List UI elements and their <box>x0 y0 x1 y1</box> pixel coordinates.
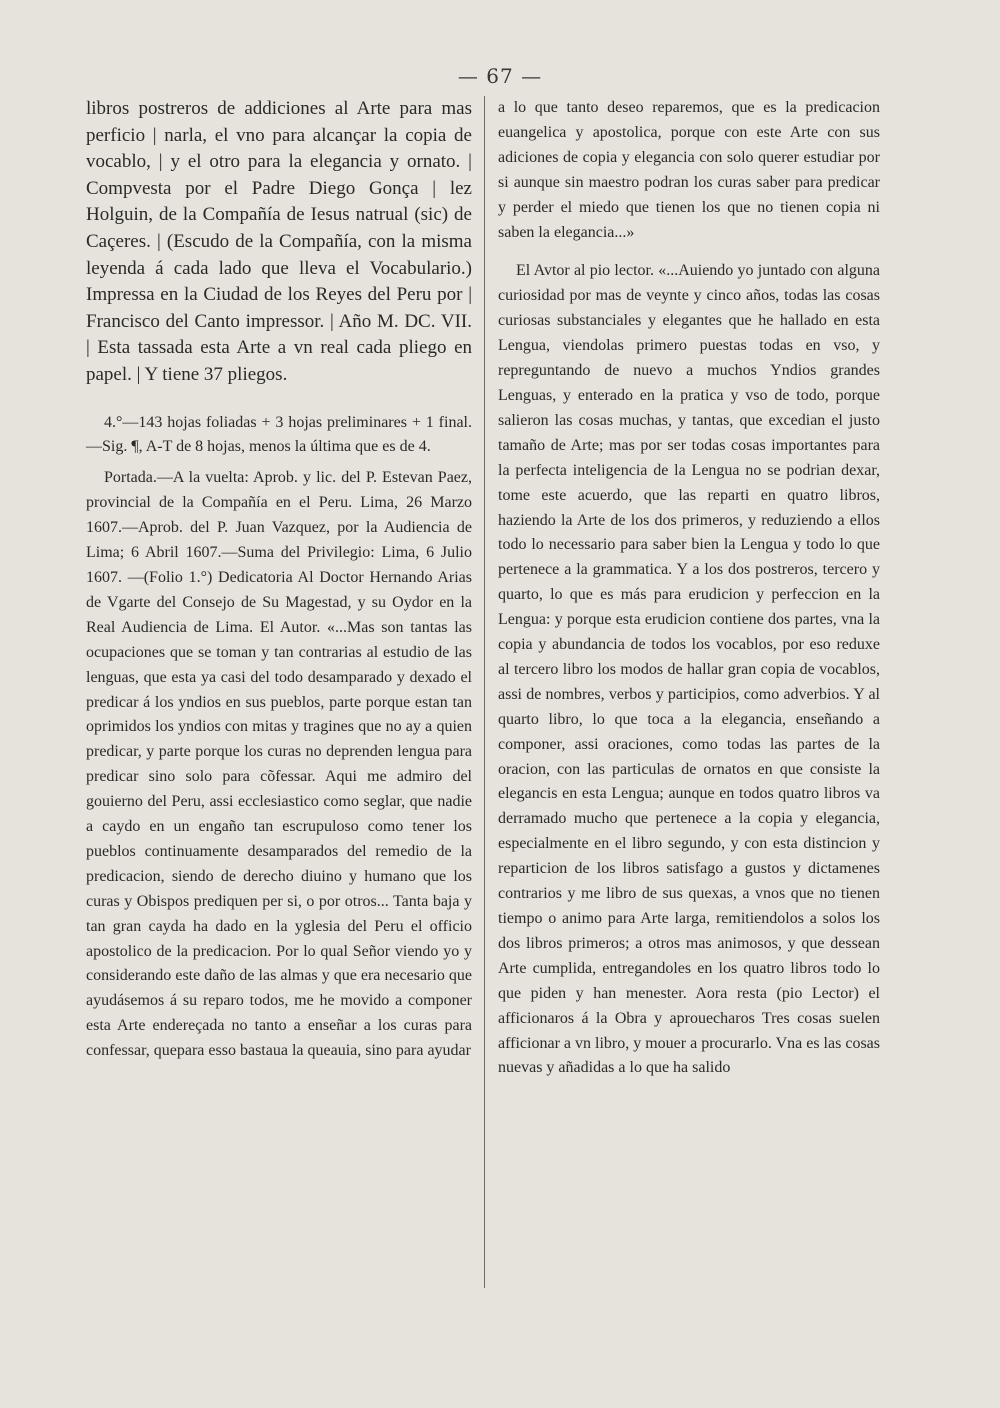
title-transcription: libros postreros de addiciones al Arte para mas perficio | narla, el vno para alcançar la copia de vocablo, | y el otro para la elegancia y ornato. | Compvesta por el Padre Diego Gonça | lez Holguin, de la Compañía de Iesus natrual (sic) de Caçeres. | (Escudo de la Compañía, con la misma leyenda á cada lado que lleva el Vocabulario.) Impressa en la Ciudad de los Reyes del Peru por | Francisco del Canto impressor. | Año M. DC. VII. | Esta tassada esta Arte a vn real cada pliego en papel. | Y tiene 37 pliegos. <box>86 98 472 385</box>
bibliographic-description <box>86 411 472 1065</box>
bibliographic-title-block <box>86 96 472 389</box>
page-number: — 67 — <box>457 64 543 88</box>
description-body: Portada.—A la vuelta: Aprob. y lic. del P. Estevan Paez, provincial de la Compañía en el Peru. Lima, 26 Marzo 1607.—Aprob. del P. Juan Vazquez, por la Audiencia de Lima; 6 Abril 1607.—Suma del Privilegio: Lima, 6 Julio 1607. —(Folio 1.°) Dedicatoria Al Doctor Hernando Arias de Vgarte del Consejo de Su Magestad, y su Oydor en la Real Audiencia de Lima. El Autor. «...Mas son tantas las ocupaciones que se toman y tan contrarias al estudio de las lenguas, que esta ya casi del todo desamparado y dexado el predicar á los yndios en sus pueblos, parte porque estan tan oprimidos los yndios con mitas y tragines que no ay a quien predicar, y parte porque los curas no deprenden lengua para predicar sino solo para cõfessar. Aqui me admiro del gouierno del Peru, assi ecclesiastico como seglar, que nadie a caydo en un engaño tan escrupuloso como tener los pueblos continuamente desamparados del remedio de la predicacion, siendo de derecho diuino y humano que los curas y Obispos prediquen per si, o por otros... Tanta baja y tan gran cayda ha dado en la yglesia del Peru el officio apostolico de la predicacion. Por lo qual Señor viendo yo y considerando este daño de las almas y que era necesario que ayudásemos á su reparo todos, me he movido a componer esta Arte endereçada no tanto a enseñar a los curas para confessar, quepara esso bastaua la queauia, sino para ayudar <box>86 469 472 1060</box>
column-divider <box>484 96 485 1288</box>
collation-note: 4.°—143 hojas foliadas + 3 hojas preliminares + 1 final.—Sig. ¶, A-T de 8 hojas, menos la última que es de 4. <box>86 413 472 456</box>
quotation-continuation: a lo que tanto deseo reparemos, que es la predicacion euangelica y apostolica, porque con este Arte con sus adiciones de copia y elegancia con solo querer estudiar por si aunque sin maestro podran los curas saber para predicar y perder el miedo que tienen los que no tienen copia ni saben la elegancia...» <box>498 99 880 241</box>
author-to-reader-paragraph: El Avtor al pio lector. «...Auiendo yo juntado con alguna curiosidad por mas de veynte y cinco años, todas las cosas curiosas substanciales y elegantes que he hallado en esta Lengua, viendolas primero puestas todas en vso, y repreguntando de nuevo a muchos Yndios grandes Lenguas, y enterado en la pratica y vso de todo, porque salieron las cosas muchas, y tantas, que excedian el justo tamaño de Arte; mas por ser todas cosas importantes para la perfecta inteligencia de la Lengua no se podrian dexar, tome este acuerdo, que las reparti en quatro libros, haziendo la Arte de los dos primeros, y reduziendo a ellos todo lo necessario para saber bien la Lengua y todo lo que pertenece a la grammatica. Y a los dos postreros, tercero y quarto, lo que es más para erudicion y perfeccion en la Lengua: y porque esta erudicion contiene dos partes, vna la copia y abundancia de todos los vocablos, por eso reduxe al tercero libro los modos de hallar gran copia de vocablos, assi de nombres, verbos y participios, como adverbios. Y al quarto libro, lo que toca a la elegancia, enseñando a componer, assi oraciones, como todas las partes de la oracion, con las particulas de ornatos en que consiste la elegancis en esta Lengua; aunque en todos quatro libros va derramado mucho que pertenece a la copia y elegancia, especialmente en el libro segundo, y con esta distincion y reparticion de los libros satisfago a gustos y dictamenes contrarios y me libro de sus quexas, a vnos que no tienen tiempo o animo para Arte larga, remitiendolos a solos los dos libros primeros; a otros mas animosos, y que dessean Arte cumplida, entregandoles en los quatro libros todo lo que piden y han menester. Aora resta (pio Lector) el afficionaros á la Obra y aprouecharos Tres cosas suelen afficionar a vn libro, y mouer a procurarlo. Vna es las cosas nuevas y añadidas a lo que ha salido <box>498 262 880 1077</box>
right-column <box>498 96 880 1081</box>
left-column <box>86 96 472 1064</box>
